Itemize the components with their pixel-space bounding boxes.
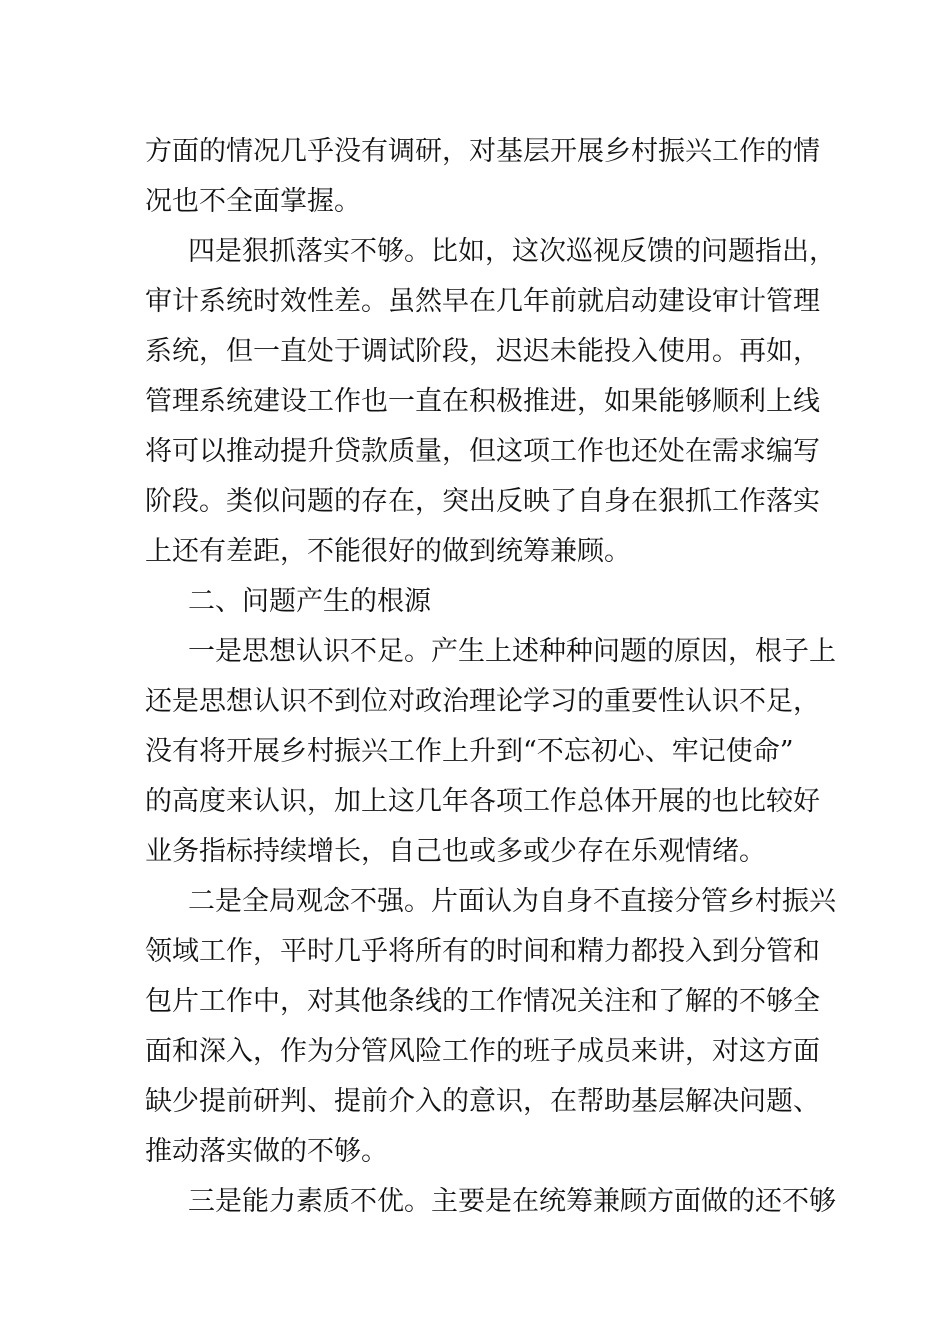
text-line: 的高度来认识，加上这几年各项工作总体开展的也比较好 bbox=[145, 786, 820, 817]
text-line: 将可以推动提升贷款质量，但这项工作也还处在需求编写 bbox=[145, 436, 820, 467]
text-line: 阶段。类似问题的存在，突出反映了自身在狠抓工作落实 bbox=[145, 486, 820, 517]
text-line: 缺少提前研判、提前介入的意识，在帮助基层解决问题、 bbox=[145, 1086, 820, 1117]
paragraph-heading-line: 二是全局观念不强。片面认为自身不直接分管乡村振兴 bbox=[188, 886, 836, 917]
text-line: 审计系统时效性差。虽然早在几年前就启动建设审计管理 bbox=[145, 286, 820, 317]
section-heading: 二、问题产生的根源 bbox=[188, 586, 431, 617]
text-line: 方面的情况几乎没有调研，对基层开展乡村振兴工作的情 bbox=[145, 136, 820, 167]
text-line: 业务指标持续增长，自己也或多或少存在乐观情绪。 bbox=[145, 836, 766, 867]
paragraph-heading-line: 一是思想认识不足。产生上述种种问题的原因，根子上 bbox=[188, 636, 836, 667]
paragraph-heading-line: 三是能力素质不优。主要是在统筹兼顾方面做的还不够 bbox=[188, 1186, 836, 1217]
text-line: 系统，但一直处于调试阶段，迟迟未能投入使用。再如， bbox=[145, 336, 820, 367]
text-line: 管理系统建设工作也一直在积极推进，如果能够顺利上线 bbox=[145, 386, 820, 417]
text-line: 没有将开展乡村振兴工作上升到“不忘初心、牢记使命” bbox=[145, 736, 794, 767]
text-line: 领域工作，平时几乎将所有的时间和精力都投入到分管和 bbox=[145, 936, 820, 967]
text-line: 况也不全面掌握。 bbox=[145, 186, 361, 217]
text-line: 还是思想认识不到位对政治理论学习的重要性认识不足， bbox=[145, 686, 820, 717]
text-line: 上还有差距，不能很好的做到统筹兼顾。 bbox=[145, 536, 631, 567]
text-line: 推动落实做的不够。 bbox=[145, 1136, 388, 1167]
paragraph-heading-line: 四是狠抓落实不够。比如，这次巡视反馈的问题指出， bbox=[188, 236, 836, 267]
text-line: 面和深入，作为分管风险工作的班子成员来讲，对这方面 bbox=[145, 1036, 820, 1067]
text-line: 包片工作中，对其他条线的工作情况关注和了解的不够全 bbox=[145, 986, 820, 1017]
